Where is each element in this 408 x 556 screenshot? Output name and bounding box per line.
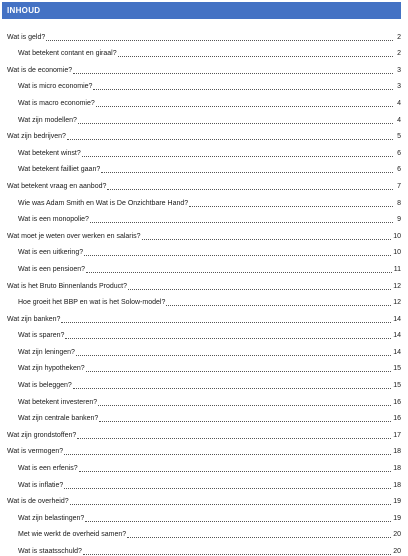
toc-entry-page-number[interactable]: 12	[393, 282, 401, 290]
toc-entry[interactable]	[0, 58, 408, 75]
toc-entry-page-number[interactable]: 4	[397, 116, 401, 124]
toc-dot-leader	[189, 200, 393, 207]
toc-entry[interactable]	[0, 407, 408, 424]
toc-entry-title[interactable]: Wat is de overheid?	[7, 498, 69, 506]
toc-entry-title[interactable]: Wat betekent vraag en aanbod?	[7, 182, 107, 190]
toc-entry[interactable]	[0, 208, 408, 225]
toc-entry-page-number[interactable]: 10	[393, 232, 401, 240]
toc-entry-page-number[interactable]: 9	[397, 216, 401, 224]
toc-dot-leader	[79, 465, 392, 472]
toc-entry[interactable]	[0, 539, 408, 556]
toc-entry[interactable]	[0, 440, 408, 457]
toc-entry[interactable]	[0, 506, 408, 523]
toc-entry[interactable]	[0, 307, 408, 324]
toc-entry-page-number[interactable]: 12	[393, 299, 401, 307]
toc-dot-leader	[61, 316, 391, 323]
toc-entry-page-number[interactable]: 11	[393, 265, 401, 273]
toc-entry-page-number[interactable]: 7	[397, 182, 401, 190]
toc-entry-page-number[interactable]: 19	[393, 498, 401, 506]
toc-dot-leader	[77, 432, 391, 439]
toc-entry-title[interactable]: Hoe groeit het BBP en wat is het Solow-model?	[18, 299, 166, 307]
toc-entry[interactable]	[0, 224, 408, 241]
toc-entry-title[interactable]: Wat zijn belastingen?	[18, 514, 85, 522]
toc-entry-page-number[interactable]: 14	[393, 332, 401, 340]
toc-entry[interactable]	[0, 490, 408, 507]
toc-dot-leader	[86, 365, 392, 372]
toc-dot-leader	[73, 67, 393, 74]
toc-entry-page-number[interactable]: 19	[393, 514, 401, 522]
toc-dot-leader	[73, 382, 391, 389]
toc-entry[interactable]	[0, 257, 408, 274]
toc-entry-title[interactable]: Wat is vermogen?	[7, 448, 64, 456]
toc-entry-title[interactable]: Wie was Adam Smith en Wat is De Onzichtbare Hand?	[18, 199, 189, 207]
toc-dot-leader	[64, 448, 391, 455]
toc-dot-leader	[67, 133, 393, 140]
toc-entry[interactable]	[0, 141, 408, 158]
toc-dot-leader	[107, 183, 393, 190]
toc-entry[interactable]	[0, 523, 408, 540]
toc-entry-title[interactable]: Wat is het Bruto Binnenlands Product?	[7, 282, 127, 290]
toc-dot-leader	[65, 332, 391, 339]
toc-entry-title[interactable]: Wat is een erfenis?	[18, 465, 78, 473]
toc-entry-page-number[interactable]: 14	[393, 315, 401, 323]
toc-dot-leader	[127, 531, 391, 538]
toc-entry-page-number[interactable]: 4	[397, 99, 401, 107]
toc-entry-title[interactable]: Wat zijn grondstoffen?	[7, 431, 77, 439]
toc-dot-leader	[83, 548, 391, 555]
toc-entry[interactable]	[0, 390, 408, 407]
toc-entry-page-number[interactable]: 20	[393, 531, 401, 539]
toc-entry[interactable]	[0, 456, 408, 473]
toc-entry-title[interactable]: Wat is een monopolie?	[18, 216, 89, 224]
toc-entry-page-number[interactable]: 2	[397, 33, 401, 41]
toc-dot-leader	[98, 399, 391, 406]
toc-entry-title[interactable]: Wat is geld?	[7, 33, 46, 41]
toc-dot-leader	[93, 83, 393, 90]
toc-dot-leader	[142, 233, 392, 240]
toc-entry-title[interactable]: Wat is macro economie?	[18, 99, 95, 107]
toc-entry[interactable]	[0, 191, 408, 208]
toc-entry-page-number[interactable]: 6	[397, 149, 401, 157]
toc-entry-page-number[interactable]: 17	[393, 431, 401, 439]
toc-entry-title[interactable]: Wat betekent winst?	[18, 149, 81, 157]
toc-dot-leader	[64, 482, 391, 489]
toc-dot-leader	[46, 34, 393, 41]
toc-entry-page-number[interactable]: 20	[393, 548, 401, 555]
toc-entry-title[interactable]: Wat betekent contant en giraal?	[18, 50, 117, 58]
toc-dot-leader	[78, 117, 393, 124]
toc-entry-title[interactable]: Wat is inflatie?	[18, 481, 64, 489]
toc-dot-leader	[85, 515, 391, 522]
toc-dot-leader	[82, 150, 393, 157]
toc-entry-page-number[interactable]: 15	[393, 365, 401, 373]
toc-entry-page-number[interactable]: 2	[397, 50, 401, 58]
toc-entry-title[interactable]: Wat is een pensioen?	[18, 265, 86, 273]
toc-entry[interactable]	[0, 373, 408, 390]
toc-dot-leader	[118, 50, 393, 57]
toc-entry[interactable]	[0, 241, 408, 258]
toc-entry[interactable]	[0, 125, 408, 142]
toc-dot-leader	[76, 349, 391, 356]
toc-entry-page-number[interactable]: 3	[397, 83, 401, 91]
toc-dot-leader	[90, 216, 393, 223]
toc-entry-page-number[interactable]: 5	[397, 133, 401, 141]
toc-entry-page-number[interactable]: 15	[393, 382, 401, 390]
toc-entry-title[interactable]: Wat zijn leningen?	[18, 348, 75, 356]
toc-entry-page-number[interactable]: 16	[393, 398, 401, 406]
toc-dot-leader	[70, 498, 392, 505]
toc-entry[interactable]	[0, 274, 408, 291]
toc-entry[interactable]	[0, 291, 408, 308]
toc-entry-title[interactable]: Wat is de economie?	[7, 66, 73, 74]
toc-entry[interactable]	[0, 91, 408, 108]
toc-entry-page-number[interactable]: 14	[393, 348, 401, 356]
toc-entry[interactable]	[0, 25, 408, 42]
toc-entry-page-number[interactable]: 8	[397, 199, 401, 207]
toc-dot-leader	[128, 283, 391, 290]
toc-entry[interactable]	[0, 158, 408, 175]
toc-entry-title[interactable]: Wat zijn banken?	[7, 315, 61, 323]
toc-dot-leader	[99, 415, 391, 422]
toc-entry[interactable]	[0, 324, 408, 341]
toc-entry-title[interactable]: Wat zijn hypotheken?	[18, 365, 85, 373]
toc-entry-title[interactable]: Wat zijn centrale banken?	[18, 415, 99, 423]
toc-entry-title[interactable]: Wat betekent failliet gaan?	[18, 166, 101, 174]
toc-entry[interactable]	[0, 340, 408, 357]
toc-entry[interactable]	[0, 108, 408, 125]
toc-dot-leader	[86, 266, 392, 273]
toc-entry-title[interactable]: Wat is sparen?	[18, 332, 65, 340]
toc-entry-page-number[interactable]: 18	[393, 465, 401, 473]
toc-dot-leader	[101, 166, 393, 173]
toc-entry-title[interactable]: Wat moet je weten over werken en salaris?	[7, 232, 141, 240]
toc-entry[interactable]	[0, 423, 408, 440]
table-of-contents	[0, 25, 408, 556]
toc-entry-title[interactable]: Wat is micro economie?	[18, 83, 93, 91]
toc-entry[interactable]	[0, 473, 408, 490]
toc-entry-page-number[interactable]: 6	[397, 166, 401, 174]
toc-entry-page-number[interactable]: 16	[393, 415, 401, 423]
toc-entry[interactable]	[0, 357, 408, 374]
toc-entry-page-number[interactable]: 18	[393, 481, 401, 489]
toc-entry-title[interactable]: Met wie werkt de overheid samen?	[18, 531, 127, 539]
toc-entry-title[interactable]: Wat is staatsschuld?	[18, 548, 82, 555]
toc-entry-title[interactable]: Wat zijn bedrijven?	[7, 133, 66, 141]
toc-entry-title[interactable]: Wat zijn modellen?	[18, 116, 77, 124]
toc-entry-page-number[interactable]: 3	[397, 66, 401, 74]
toc-dot-leader	[166, 299, 391, 306]
toc-entry[interactable]	[0, 42, 408, 59]
toc-dot-leader	[96, 100, 393, 107]
toc-entry[interactable]	[0, 75, 408, 92]
toc-entry-title[interactable]: Wat is een uitkering?	[18, 249, 84, 257]
toc-entry-page-number[interactable]: 18	[393, 448, 401, 456]
toc-entry[interactable]	[0, 174, 408, 191]
toc-dot-leader	[84, 249, 391, 256]
toc-entry-page-number[interactable]: 10	[393, 249, 401, 257]
toc-entry-title[interactable]: Wat is beleggen?	[18, 382, 72, 390]
toc-heading: INHOUD	[2, 2, 401, 19]
toc-entry-title[interactable]: Wat betekent investeren?	[18, 398, 98, 406]
